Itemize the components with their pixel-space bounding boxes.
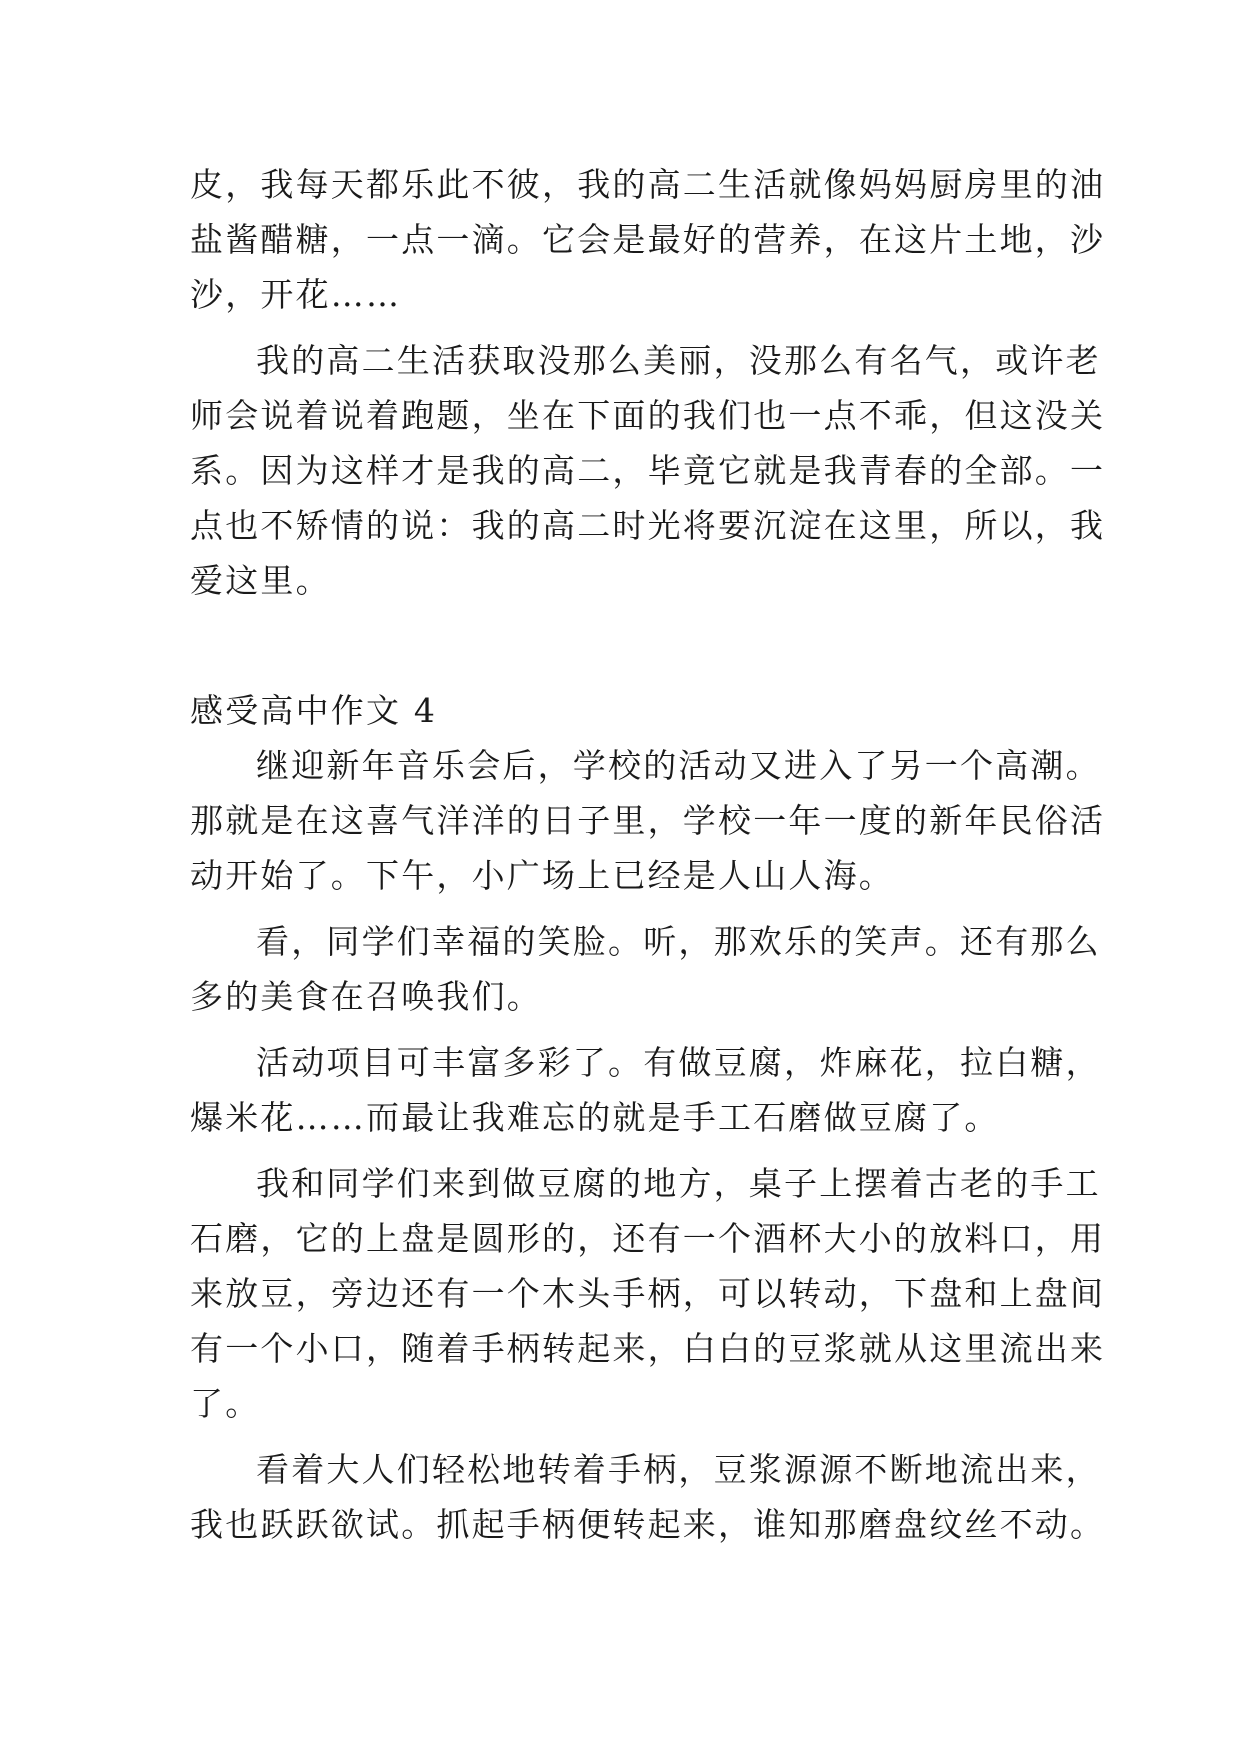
paragraph-line: 继迎新年音乐会后，学校的活动又进入了另一个高潮。 (256, 746, 1101, 785)
paragraph-line: 我也跃跃欲试。抓起手柄便转起来，谁知那磨盘纹丝不动。 (190, 1505, 1106, 1544)
paragraph-line: 我和同学们来到做豆腐的地方，桌子上摆着古老的手工 (256, 1164, 1101, 1203)
paragraph-line: 那就是在这喜气洋洋的日子里，学校一年一度的新年民俗活 (190, 801, 1106, 840)
paragraph-line: 来放豆，旁边还有一个木头手柄，可以转动，下盘和上盘间 (190, 1274, 1106, 1313)
paragraph-line: 盐酱醋糖，一点一滴。它会是最好的营养，在这片土地，沙 (190, 220, 1106, 259)
paragraph-line: 爱这里。 (190, 561, 331, 600)
paragraph-line: 有一个小口，随着手柄转起来，白白的豆浆就从这里流出来 (190, 1329, 1106, 1368)
paragraph-line: 点也不矫情的说：我的高二时光将要沉淀在这里，所以，我 (190, 506, 1106, 545)
paragraph-line: 石磨，它的上盘是圆形的，还有一个酒杯大小的放料口，用 (190, 1219, 1106, 1258)
paragraph-line: 沙，开花…… (190, 275, 402, 314)
paragraph-line: 师会说着说着跑题，坐在下面的我们也一点不乖，但这没关 (190, 396, 1106, 435)
paragraph-line: 动开始了。下午，小广场上已经是人山人海。 (190, 856, 894, 895)
paragraph-line: 看，同学们幸福的笑脸。听，那欢乐的笑声。还有那么 (256, 922, 1101, 961)
section-title: 感受高中作文 4 (190, 691, 438, 730)
paragraph-line: 皮，我每天都乐此不彼，我的高二生活就像妈妈厨房里的油 (190, 165, 1106, 204)
paragraph-line: 多的美食在召唤我们。 (190, 977, 542, 1016)
paragraph-line: 了。 (190, 1384, 261, 1423)
paragraph-line: 我的高二生活获取没那么美丽，没那么有名气，或许老 (256, 341, 1101, 380)
paragraph-line: 爆米花……而最让我难忘的就是手工石磨做豆腐了。 (190, 1098, 1000, 1137)
paragraph-line: 看着大人们轻松地转着手柄，豆浆源源不断地流出来， (256, 1450, 1101, 1489)
paragraph-line: 系。因为这样才是我的高二，毕竟它就是我青春的全部。一 (190, 451, 1106, 490)
paragraph-line: 活动项目可丰富多彩了。有做豆腐，炸麻花，拉白糖， (256, 1043, 1101, 1082)
